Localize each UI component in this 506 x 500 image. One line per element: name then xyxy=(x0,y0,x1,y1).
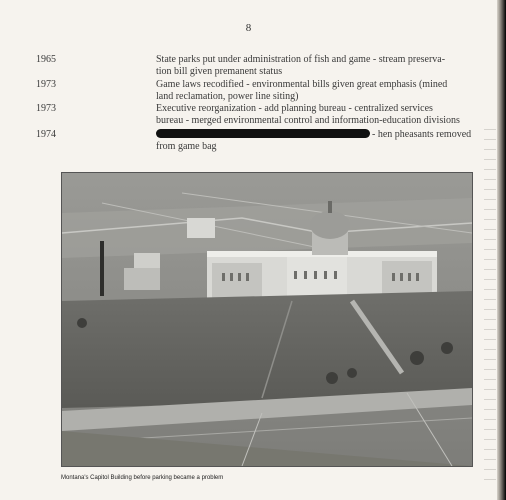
entry-year: 1965 xyxy=(36,54,56,65)
entry-line: Executive reorganization - add planning bureau - centralized services xyxy=(156,103,433,114)
entry-year: 1974 xyxy=(36,129,56,140)
entry-line: from game bag xyxy=(156,141,217,152)
aerial-photo-capitol xyxy=(61,172,473,467)
entry-description xyxy=(156,79,484,103)
redaction-bar xyxy=(156,129,370,138)
entry-line: Game laws recodified - environmental bills given great emphasis (mined xyxy=(156,79,448,90)
entry-line-text: - hen pheasants removed xyxy=(372,129,472,140)
page-edge-shadow xyxy=(497,0,506,500)
photo-illustration xyxy=(62,173,472,466)
entry-year: 1973 xyxy=(36,79,56,90)
page-number: 8 xyxy=(245,22,252,34)
entry-description xyxy=(156,54,484,78)
entry-line xyxy=(156,129,484,141)
entry-line: bureau - merged environmental control and information-education divisions xyxy=(156,115,460,126)
entry-line: land reclamation, power line siting) xyxy=(156,91,299,102)
entry-description xyxy=(156,129,484,153)
entry-line: tion bill given premanent status xyxy=(156,66,283,77)
bleed-through-text xyxy=(484,120,496,480)
photo-caption: Montana's Capitol Building before parking became a problem xyxy=(61,475,224,481)
entry-description xyxy=(156,103,484,127)
entry-line: State parks put under administration of fish and game - stream preserva- xyxy=(156,54,446,65)
entry-year: 1973 xyxy=(36,103,56,114)
